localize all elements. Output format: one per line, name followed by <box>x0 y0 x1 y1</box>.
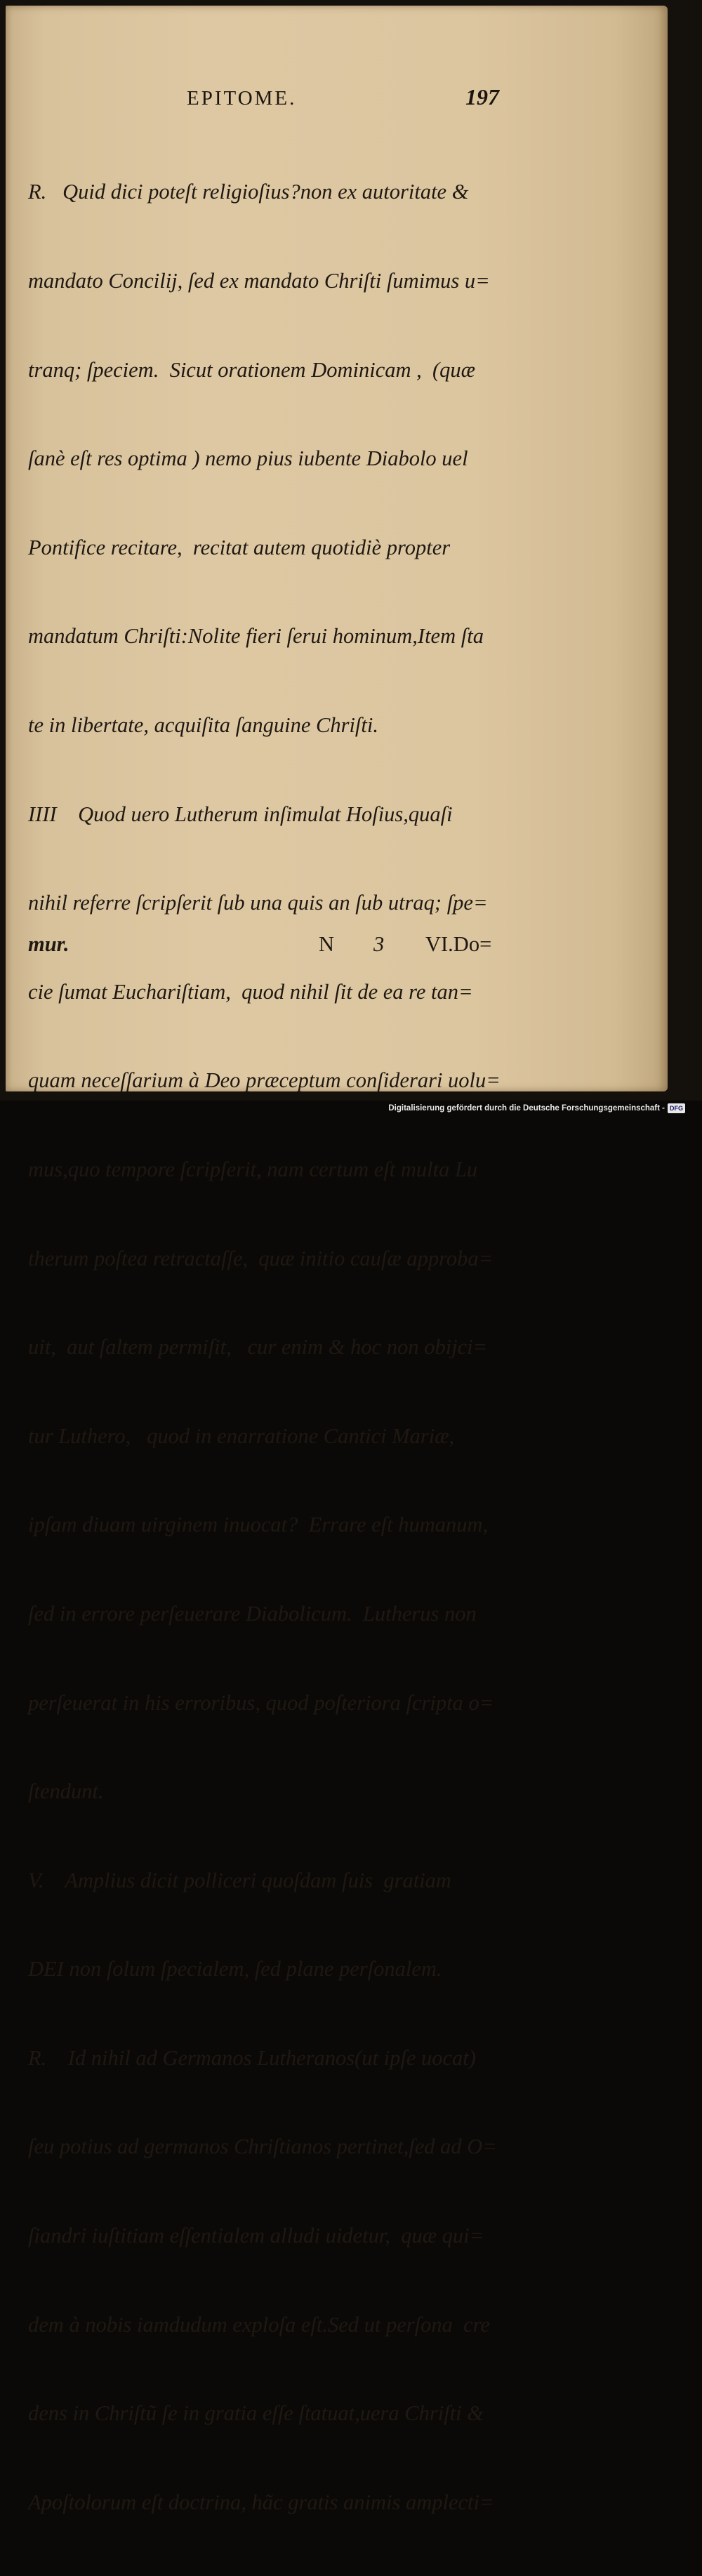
text-line: ſanè eſt res optima ) nemo pius iubente Diabolo uel <box>28 446 468 471</box>
text-line: tranq; ſpeciem. Sicut orationem Dominicam , (quæ <box>28 357 476 382</box>
footer-text: Digitalisierung gefördert durch die Deutsche Forschungsgemeinschaft - <box>388 1104 665 1113</box>
text-line: R. Quid dici poteſt religioſius?non ex autoritate & <box>28 180 475 204</box>
text-line: dem à nobis iamdudum exploſa eſt.Sed ut perſona cre <box>28 2312 490 2337</box>
text-line: V. Amplius dicit polliceri quoſdam ſuis gratiam <box>28 1868 451 1892</box>
text-line: IIII Quod uero Lutherum inſimulat Hoſius,quaſi <box>28 802 453 826</box>
running-head: EPITOME. <box>187 87 297 109</box>
signature-number: 3 <box>373 932 385 956</box>
dfg-logo: DFG <box>668 1103 685 1113</box>
catchword: VI.Do= <box>425 932 492 956</box>
text-line: uit, aut ſaltem permiſit, cur enim & hoc non obijci= <box>28 1335 488 1360</box>
text-line: dens in Chriſtũ ſe in gratia eſſe ſtatuat,uera Chriſti & <box>28 2401 484 2426</box>
text-line: ſtendunt. <box>28 1779 104 1804</box>
text-line: ſeu potius ad germanos Chriſtianos pertinet,ſed ad O= <box>28 2135 497 2159</box>
text-line: mandatum Chriſti:Nolite fieri ſerui hominum,Item ſta <box>28 624 484 649</box>
text-line: DEI non ſolum ſpecialem, ſed plane perſonalem. <box>28 1957 442 1981</box>
text-line: therum poſtea retractaſſe, quæ initio cauſæ approba= <box>28 1246 494 1270</box>
text-line: Apoſtolorum eſt doctrina, hãc gratis animis amplecti= <box>28 2490 494 2514</box>
text-line: ſiandri iuſtitiam eſſentialem alludi uidetur, quæ qui= <box>28 2224 484 2248</box>
text-line: cie ſumat Euchariſtiam, quod nihil ſit de ea re tan= <box>28 979 473 1004</box>
text-line: mus,quo tempore ſcripſerit, nam certum eſt multa Lu <box>28 1157 478 1181</box>
text-line: R. Id nihil ad Germanos Lutheranos(ut ipſe uocat) <box>28 2045 476 2070</box>
body-text <box>28 118 505 2576</box>
page-number: 197 <box>465 84 499 109</box>
digitization-footer <box>388 1101 685 1115</box>
text-line: Pontifice recitare, recitat autem quotidiè propter <box>28 535 451 559</box>
signature-line <box>28 932 505 962</box>
text-line: te in libertate, acquiſita ſanguine Chriſti. <box>28 712 378 737</box>
last-word: mur. <box>28 932 69 956</box>
text-line: quam neceſſarium à Deo præceptum conſiderari uolu= <box>28 1068 501 1093</box>
text-line: nihil referre ſcripſerit ſub una quis an ſub utraq; ſpe= <box>28 891 488 915</box>
text-line: perſeuerat in his erroribus, quod poſteriora ſcripta o= <box>28 1690 494 1715</box>
signature-mark: N <box>319 932 335 956</box>
text-line: tur Luthero, quod in enarratione Cantici Mariæ, <box>28 1423 455 1448</box>
text-line: ſed in errore perſeuerare Diabolicum. Lutherus non <box>28 1601 477 1626</box>
text-line: ipſam diuam uirginem inuocat? Errare eſt humanum, <box>28 1513 489 1537</box>
text-line: mandato Concilij, ſed ex mandato Chriſti ſumimus u= <box>28 269 490 293</box>
